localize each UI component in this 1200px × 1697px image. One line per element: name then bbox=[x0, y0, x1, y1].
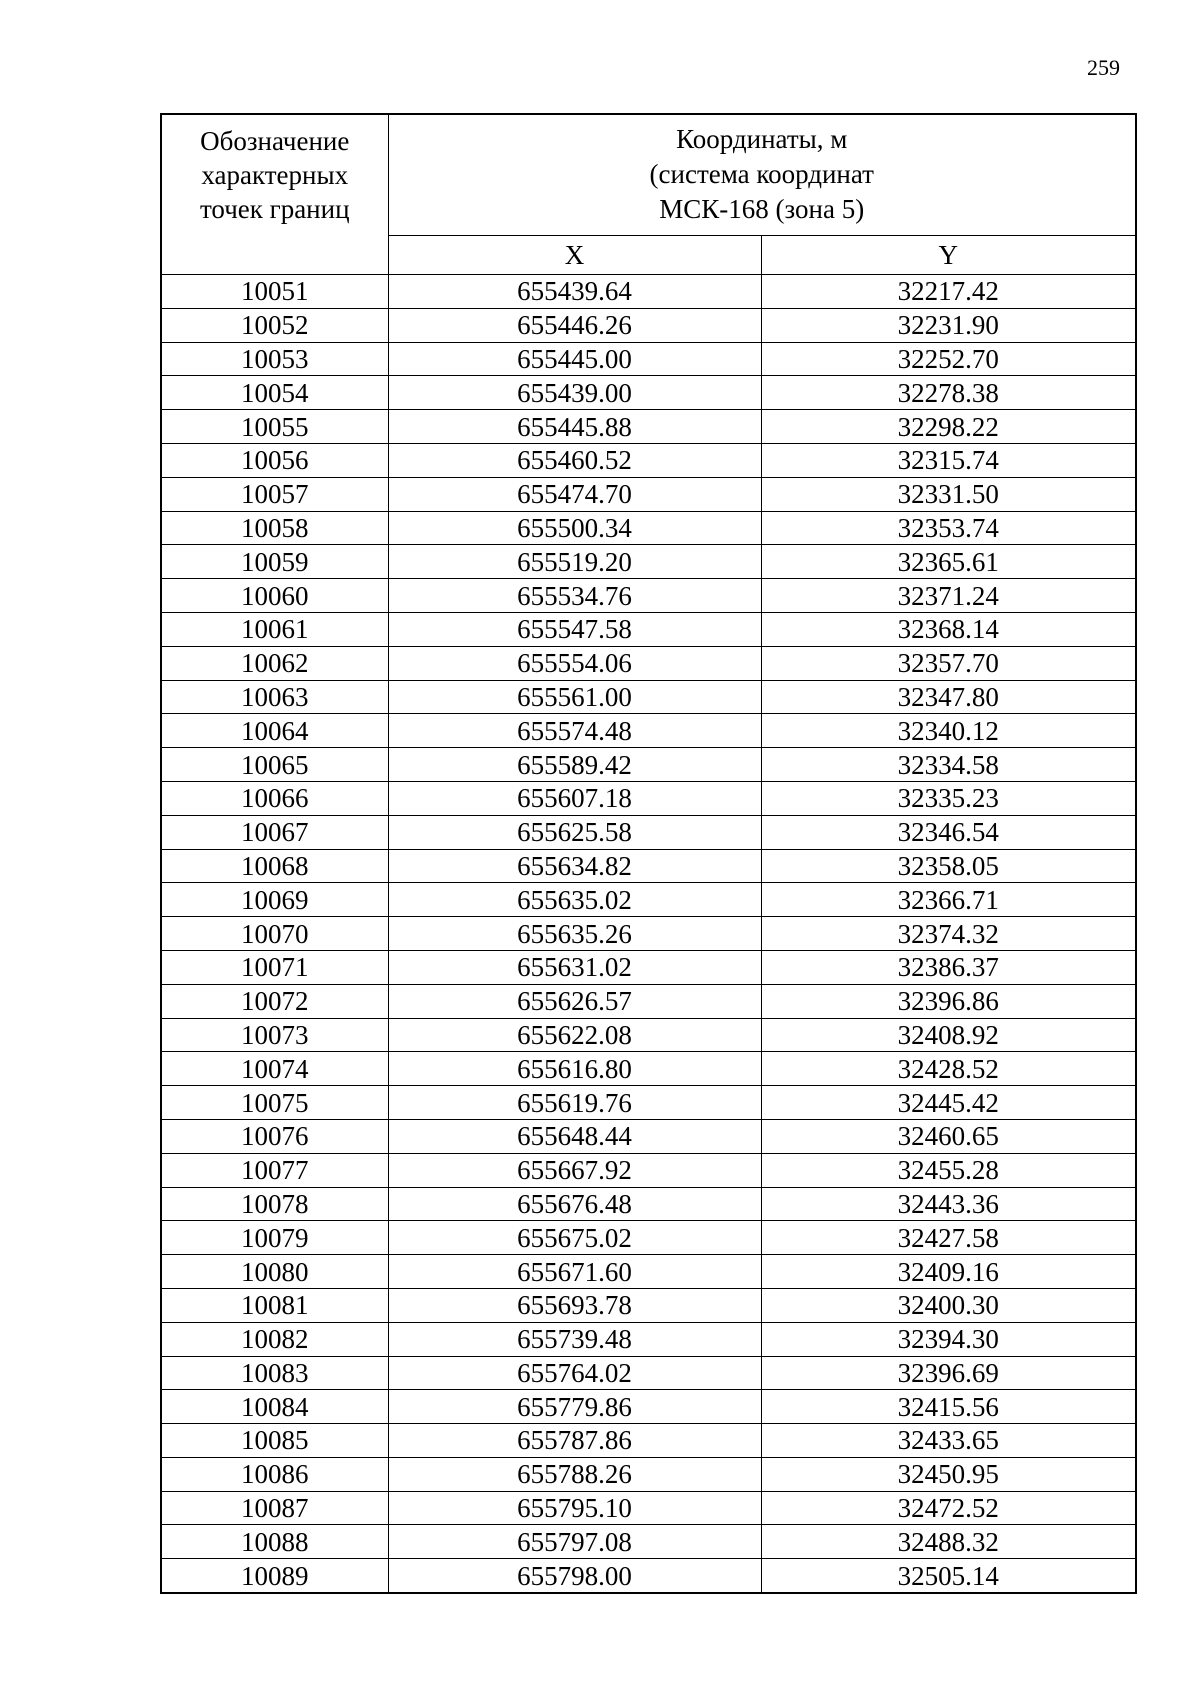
point-label-header-line: характерных bbox=[201, 160, 349, 190]
point-id-cell: 10075 bbox=[161, 1086, 388, 1120]
x-coordinate-cell: 655626.57 bbox=[388, 984, 761, 1018]
table-row bbox=[161, 1457, 1136, 1491]
y-coordinate-cell: 32394.30 bbox=[761, 1322, 1136, 1356]
x-coordinate-cell: 655460.52 bbox=[388, 443, 761, 477]
x-coordinate-cell: 655534.76 bbox=[388, 579, 761, 613]
point-id-cell: 10056 bbox=[161, 443, 388, 477]
x-coordinate-cell: 655519.20 bbox=[388, 545, 761, 579]
table-row bbox=[161, 815, 1136, 849]
y-coordinate-cell: 32217.42 bbox=[761, 275, 1136, 309]
x-coordinate-cell: 655788.26 bbox=[388, 1457, 761, 1491]
coordinates-table bbox=[160, 113, 1137, 1594]
x-coordinate-cell: 655625.58 bbox=[388, 815, 761, 849]
point-id-cell: 10065 bbox=[161, 748, 388, 782]
table-row bbox=[161, 275, 1136, 309]
y-coordinate-cell: 32488.32 bbox=[761, 1525, 1136, 1559]
x-coordinate-cell: 655445.88 bbox=[388, 410, 761, 444]
point-label-header bbox=[161, 114, 388, 275]
point-id-cell: 10057 bbox=[161, 477, 388, 511]
x-coordinate-cell: 655474.70 bbox=[388, 477, 761, 511]
x-coordinate-cell: 655622.08 bbox=[388, 1018, 761, 1052]
coordinates-header-line: (система координат bbox=[649, 159, 874, 189]
coordinates-header-line: МСК-168 (зона 5) bbox=[659, 194, 865, 224]
point-id-cell: 10086 bbox=[161, 1457, 388, 1491]
table-row bbox=[161, 1559, 1136, 1593]
y-coordinate-cell: 32460.65 bbox=[761, 1119, 1136, 1153]
point-id-cell: 10066 bbox=[161, 781, 388, 815]
table-row bbox=[161, 376, 1136, 410]
y-coordinate-cell: 32331.50 bbox=[761, 477, 1136, 511]
table-row bbox=[161, 1086, 1136, 1120]
y-coordinate-cell: 32396.86 bbox=[761, 984, 1136, 1018]
y-coordinate-cell: 32231.90 bbox=[761, 308, 1136, 342]
table-row bbox=[161, 781, 1136, 815]
point-id-cell: 10077 bbox=[161, 1153, 388, 1187]
y-coordinate-cell: 32358.05 bbox=[761, 849, 1136, 883]
x-coordinate-cell: 655675.02 bbox=[388, 1221, 761, 1255]
x-coordinate-cell: 655607.18 bbox=[388, 781, 761, 815]
point-label-header-line: Обозначение bbox=[200, 126, 350, 156]
table-row bbox=[161, 748, 1136, 782]
x-column-header: X bbox=[388, 236, 761, 275]
point-id-cell: 10081 bbox=[161, 1288, 388, 1322]
y-coordinate-cell: 32455.28 bbox=[761, 1153, 1136, 1187]
table-row bbox=[161, 883, 1136, 917]
point-id-cell: 10064 bbox=[161, 714, 388, 748]
x-coordinate-cell: 655574.48 bbox=[388, 714, 761, 748]
point-id-cell: 10054 bbox=[161, 376, 388, 410]
y-coordinate-cell: 32340.12 bbox=[761, 714, 1136, 748]
table-row bbox=[161, 917, 1136, 951]
point-id-cell: 10058 bbox=[161, 511, 388, 545]
y-coordinate-cell: 32334.58 bbox=[761, 748, 1136, 782]
y-coordinate-cell: 32396.69 bbox=[761, 1356, 1136, 1390]
point-id-cell: 10055 bbox=[161, 410, 388, 444]
y-coordinate-cell: 32368.14 bbox=[761, 612, 1136, 646]
point-id-cell: 10083 bbox=[161, 1356, 388, 1390]
x-coordinate-cell: 655739.48 bbox=[388, 1322, 761, 1356]
coordinates-header bbox=[388, 114, 1136, 236]
point-id-cell: 10060 bbox=[161, 579, 388, 613]
y-coordinate-cell: 32400.30 bbox=[761, 1288, 1136, 1322]
y-coordinate-cell: 32315.74 bbox=[761, 443, 1136, 477]
y-coordinate-cell: 32252.70 bbox=[761, 342, 1136, 376]
y-coordinate-cell: 32371.24 bbox=[761, 579, 1136, 613]
y-coordinate-cell: 32427.58 bbox=[761, 1221, 1136, 1255]
y-coordinate-cell: 32346.54 bbox=[761, 815, 1136, 849]
point-id-cell: 10079 bbox=[161, 1221, 388, 1255]
point-id-cell: 10068 bbox=[161, 849, 388, 883]
table-row bbox=[161, 950, 1136, 984]
table-header bbox=[161, 114, 1136, 275]
y-coordinate-cell: 32386.37 bbox=[761, 950, 1136, 984]
table-row bbox=[161, 612, 1136, 646]
table-row bbox=[161, 1255, 1136, 1289]
x-coordinate-cell: 655554.06 bbox=[388, 646, 761, 680]
table-row bbox=[161, 443, 1136, 477]
y-coordinate-cell: 32433.65 bbox=[761, 1424, 1136, 1458]
point-id-cell: 10053 bbox=[161, 342, 388, 376]
x-coordinate-cell: 655616.80 bbox=[388, 1052, 761, 1086]
x-coordinate-cell: 655798.00 bbox=[388, 1559, 761, 1593]
x-coordinate-cell: 655787.86 bbox=[388, 1424, 761, 1458]
y-coordinate-cell: 32374.32 bbox=[761, 917, 1136, 951]
point-id-cell: 10087 bbox=[161, 1491, 388, 1525]
y-coordinate-cell: 32357.70 bbox=[761, 646, 1136, 680]
table-row bbox=[161, 1525, 1136, 1559]
y-coordinate-cell: 32353.74 bbox=[761, 511, 1136, 545]
table-row bbox=[161, 680, 1136, 714]
table-row bbox=[161, 1153, 1136, 1187]
table-row bbox=[161, 1119, 1136, 1153]
x-coordinate-cell: 655445.00 bbox=[388, 342, 761, 376]
y-coordinate-cell: 32298.22 bbox=[761, 410, 1136, 444]
x-coordinate-cell: 655589.42 bbox=[388, 748, 761, 782]
x-coordinate-cell: 655676.48 bbox=[388, 1187, 761, 1221]
point-id-cell: 10082 bbox=[161, 1322, 388, 1356]
table-row bbox=[161, 1491, 1136, 1525]
table-row bbox=[161, 1356, 1136, 1390]
point-id-cell: 10051 bbox=[161, 275, 388, 309]
point-id-cell: 10069 bbox=[161, 883, 388, 917]
x-coordinate-cell: 655561.00 bbox=[388, 680, 761, 714]
y-coordinate-cell: 32335.23 bbox=[761, 781, 1136, 815]
y-coordinate-cell: 32472.52 bbox=[761, 1491, 1136, 1525]
point-id-cell: 10070 bbox=[161, 917, 388, 951]
x-coordinate-cell: 655693.78 bbox=[388, 1288, 761, 1322]
point-id-cell: 10074 bbox=[161, 1052, 388, 1086]
page-number: 259 bbox=[1087, 55, 1120, 80]
x-coordinate-cell: 655764.02 bbox=[388, 1356, 761, 1390]
point-id-cell: 10059 bbox=[161, 545, 388, 579]
point-id-cell: 10089 bbox=[161, 1559, 388, 1593]
table-row bbox=[161, 646, 1136, 680]
point-id-cell: 10073 bbox=[161, 1018, 388, 1052]
y-column-header: Y bbox=[761, 236, 1136, 275]
y-coordinate-cell: 32278.38 bbox=[761, 376, 1136, 410]
point-id-cell: 10063 bbox=[161, 680, 388, 714]
table-row bbox=[161, 984, 1136, 1018]
table-row bbox=[161, 342, 1136, 376]
table-row bbox=[161, 849, 1136, 883]
table-row bbox=[161, 1187, 1136, 1221]
x-coordinate-cell: 655439.64 bbox=[388, 275, 761, 309]
y-coordinate-cell: 32443.36 bbox=[761, 1187, 1136, 1221]
point-id-cell: 10076 bbox=[161, 1119, 388, 1153]
x-coordinate-cell: 655634.82 bbox=[388, 849, 761, 883]
table-row bbox=[161, 545, 1136, 579]
x-coordinate-cell: 655635.02 bbox=[388, 883, 761, 917]
table-row bbox=[161, 477, 1136, 511]
y-coordinate-cell: 32366.71 bbox=[761, 883, 1136, 917]
point-id-cell: 10085 bbox=[161, 1424, 388, 1458]
point-id-cell: 10088 bbox=[161, 1525, 388, 1559]
x-coordinate-cell: 655446.26 bbox=[388, 308, 761, 342]
x-coordinate-cell: 655797.08 bbox=[388, 1525, 761, 1559]
table-row bbox=[161, 714, 1136, 748]
table-row bbox=[161, 511, 1136, 545]
y-coordinate-cell: 32408.92 bbox=[761, 1018, 1136, 1052]
point-id-cell: 10052 bbox=[161, 308, 388, 342]
table-row bbox=[161, 1288, 1136, 1322]
y-coordinate-cell: 32347.80 bbox=[761, 680, 1136, 714]
x-coordinate-cell: 655635.26 bbox=[388, 917, 761, 951]
x-coordinate-cell: 655648.44 bbox=[388, 1119, 761, 1153]
table-row bbox=[161, 308, 1136, 342]
coordinates-header-line: Координаты, м bbox=[676, 124, 848, 154]
y-coordinate-cell: 32365.61 bbox=[761, 545, 1136, 579]
point-label-header-line: точек границ bbox=[199, 194, 350, 224]
x-coordinate-cell: 655667.92 bbox=[388, 1153, 761, 1187]
y-coordinate-cell: 32409.16 bbox=[761, 1255, 1136, 1289]
point-id-cell: 10080 bbox=[161, 1255, 388, 1289]
point-id-cell: 10072 bbox=[161, 984, 388, 1018]
point-id-cell: 10084 bbox=[161, 1390, 388, 1424]
table-row bbox=[161, 410, 1136, 444]
table-row bbox=[161, 1424, 1136, 1458]
y-coordinate-cell: 32415.56 bbox=[761, 1390, 1136, 1424]
point-id-cell: 10062 bbox=[161, 646, 388, 680]
table-row bbox=[161, 1221, 1136, 1255]
table-row bbox=[161, 1052, 1136, 1086]
point-id-cell: 10078 bbox=[161, 1187, 388, 1221]
x-coordinate-cell: 655547.58 bbox=[388, 612, 761, 646]
x-coordinate-cell: 655795.10 bbox=[388, 1491, 761, 1525]
y-coordinate-cell: 32505.14 bbox=[761, 1559, 1136, 1593]
x-coordinate-cell: 655631.02 bbox=[388, 950, 761, 984]
x-coordinate-cell: 655500.34 bbox=[388, 511, 761, 545]
point-id-cell: 10067 bbox=[161, 815, 388, 849]
y-coordinate-cell: 32445.42 bbox=[761, 1086, 1136, 1120]
header-row bbox=[161, 114, 1136, 236]
y-coordinate-cell: 32450.95 bbox=[761, 1457, 1136, 1491]
x-coordinate-cell: 655619.76 bbox=[388, 1086, 761, 1120]
point-id-cell: 10061 bbox=[161, 612, 388, 646]
x-coordinate-cell: 655671.60 bbox=[388, 1255, 761, 1289]
table-body bbox=[161, 275, 1136, 1594]
table-row bbox=[161, 1322, 1136, 1356]
x-coordinate-cell: 655779.86 bbox=[388, 1390, 761, 1424]
y-coordinate-cell: 32428.52 bbox=[761, 1052, 1136, 1086]
table-row bbox=[161, 1018, 1136, 1052]
table-row bbox=[161, 1390, 1136, 1424]
table-row bbox=[161, 579, 1136, 613]
point-id-cell: 10071 bbox=[161, 950, 388, 984]
x-coordinate-cell: 655439.00 bbox=[388, 376, 761, 410]
